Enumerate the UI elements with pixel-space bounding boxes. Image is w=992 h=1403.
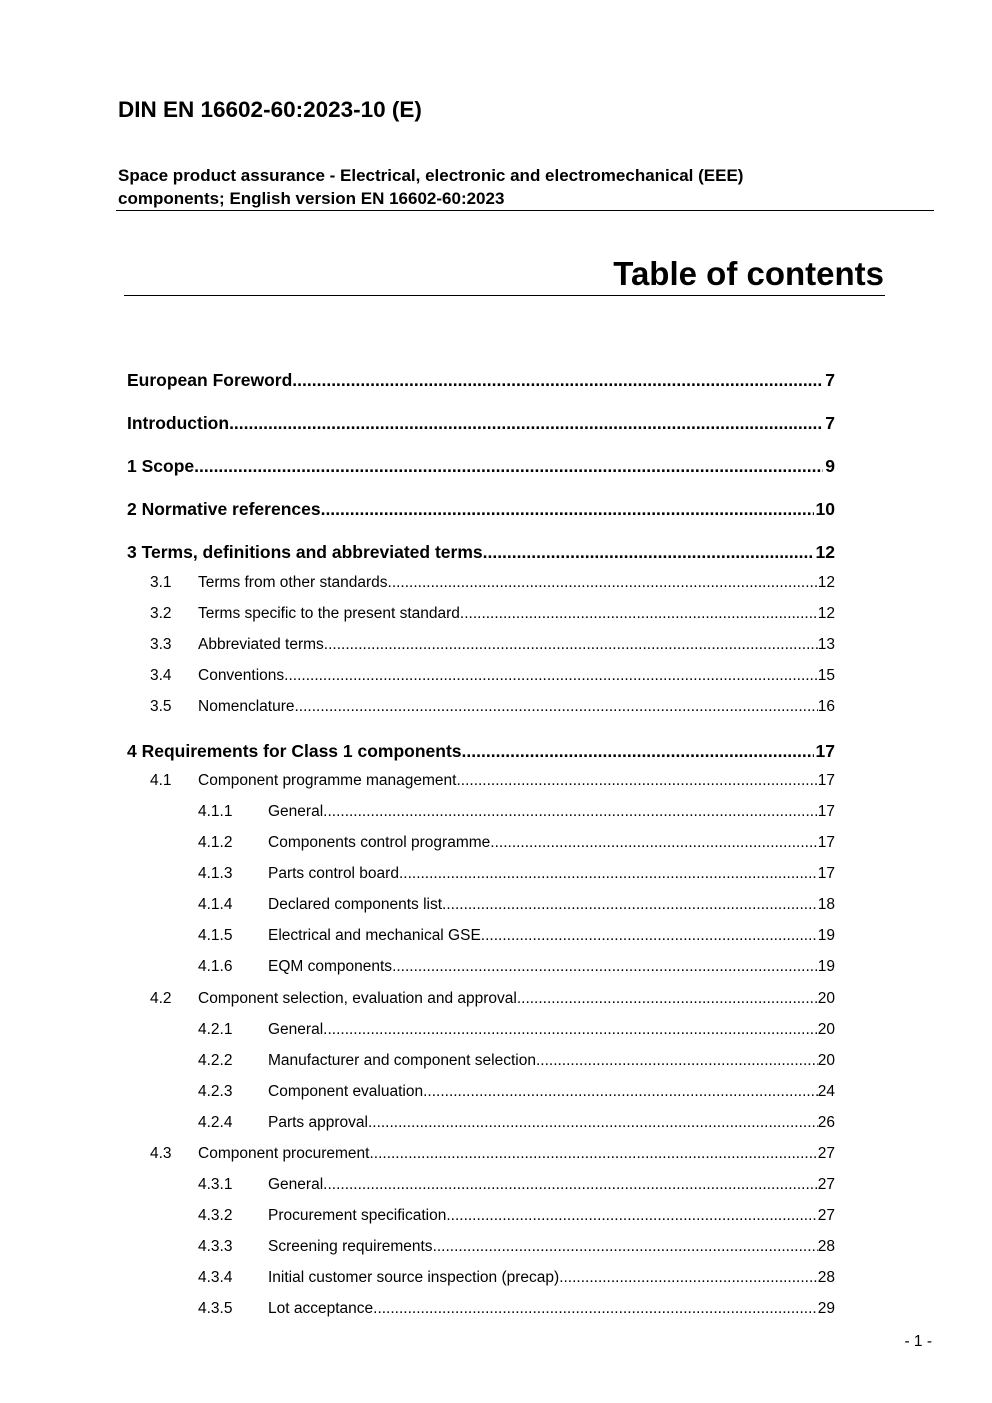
toc-entry[interactable]: [198, 1300, 835, 1322]
toc-entry[interactable]: [198, 927, 835, 949]
toc-entry-page: 7: [825, 413, 835, 433]
toc-entry-label: 2 Normative references: [127, 499, 321, 519]
toc-entry-number: 4.3.5: [198, 1300, 233, 1317]
toc-entry-number: 4.3.3: [198, 1238, 233, 1255]
toc-entry-number: 4.1.6: [198, 958, 233, 975]
toc-entry-page: 12: [817, 574, 835, 591]
toc-dot-leader: [559, 1269, 818, 1287]
toc-dot-leader: [433, 1238, 818, 1256]
toc-entry-number: 4.2: [150, 990, 172, 1007]
toc-dot-leader: [323, 803, 818, 821]
toc-entry[interactable]: [198, 1238, 835, 1260]
toc-dot-leader: [392, 958, 818, 976]
toc-entry-label: General: [268, 1176, 324, 1193]
toc-entry-number: 3.2: [150, 605, 172, 622]
toc-dot-leader: [399, 865, 818, 883]
toc-dot-leader: [229, 413, 823, 434]
toc-dot-leader: [369, 1145, 817, 1163]
toc-dot-leader: [462, 741, 814, 762]
toc-entry[interactable]: [198, 834, 835, 856]
toc-entry-label: General: [268, 1021, 324, 1038]
toc-entry[interactable]: [198, 958, 835, 980]
toc-dot-leader: [490, 834, 817, 852]
toc-entry-page: 27: [817, 1145, 835, 1162]
toc-entry[interactable]: [127, 456, 835, 480]
toc-entry-label: Terms from other standards: [198, 574, 388, 591]
toc-entry-label: General: [268, 803, 324, 820]
toc-entry-page: 20: [817, 1021, 835, 1038]
toc-dot-leader: [481, 927, 818, 945]
toc-dot-leader: [446, 1207, 817, 1225]
toc-entry-page: 17: [817, 803, 835, 820]
toc-entry[interactable]: [150, 605, 835, 627]
toc-entry-number: 3.1: [150, 574, 172, 591]
toc-entry-label: Parts control board: [268, 865, 399, 882]
toc-entry[interactable]: [150, 990, 835, 1012]
toc-dot-leader: [536, 1052, 818, 1070]
toc-entry-number: 4.1: [150, 772, 172, 789]
toc-entry[interactable]: [198, 1114, 835, 1136]
toc-entry-number: 4.2.4: [198, 1114, 233, 1131]
toc-entry[interactable]: [198, 1052, 835, 1074]
toc-entry[interactable]: [150, 636, 835, 658]
toc-entry-label: Lot acceptance: [268, 1300, 374, 1317]
toc-entry-number: 3.5: [150, 698, 172, 715]
toc-entry-label: Component selection, evaluation and approval: [198, 990, 517, 1007]
toc-dot-leader: [460, 605, 818, 623]
toc-entry[interactable]: [198, 1083, 835, 1105]
toc-entry-page: 20: [817, 1052, 835, 1069]
toc-entry-number: 4.1.4: [198, 896, 233, 913]
toc-entry-number: 3.3: [150, 636, 172, 653]
toc-entry-number: 4.3.4: [198, 1269, 233, 1286]
toc-entry-label: Component procurement: [198, 1145, 370, 1162]
toc-entry-page: 24: [817, 1083, 835, 1100]
toc-entry-page: 29: [817, 1300, 835, 1317]
toc-dot-leader: [323, 1176, 818, 1194]
toc-dot-leader: [295, 698, 818, 716]
toc-entry[interactable]: [198, 1021, 835, 1043]
toc-entry-page: 17: [815, 741, 835, 761]
toc-entry-page: 17: [817, 865, 835, 882]
toc-entry-label: Initial customer source inspection (precap): [268, 1269, 560, 1286]
toc-entry[interactable]: [150, 667, 835, 689]
toc-entry-page: 17: [817, 834, 835, 851]
toc-entry-label: Component programme management: [198, 772, 457, 789]
toc-entry-label: Conventions: [198, 667, 285, 684]
toc-entry-label: Component evaluation: [268, 1083, 424, 1100]
toc-entry-number: 4.3.1: [198, 1176, 233, 1193]
toc-entry-label: Nomenclature: [198, 698, 295, 715]
toc-entry-number: 4.1.3: [198, 865, 233, 882]
toc-entry-page: 12: [817, 605, 835, 622]
toc-entry-label: Components control programme: [268, 834, 491, 851]
toc-entry[interactable]: [150, 574, 835, 596]
toc-entry[interactable]: [198, 1207, 835, 1229]
toc-entry-label: 3 Terms, definitions and abbreviated terms: [127, 542, 483, 562]
toc-dot-leader: [368, 1114, 818, 1132]
toc-entry-label: Parts approval: [268, 1114, 368, 1131]
toc-entry-number: 4.1.2: [198, 834, 233, 851]
document-id: DIN EN 16602-60:2023-10 (E): [118, 97, 422, 122]
toc-entry-page: 13: [817, 636, 835, 653]
toc-dot-leader: [323, 1021, 818, 1039]
toc-entry-page: 26: [817, 1114, 835, 1131]
toc-entry[interactable]: [150, 1145, 835, 1167]
toc-entry-page: 28: [817, 1269, 835, 1286]
toc-entry[interactable]: [150, 772, 835, 794]
toc-entry-page: 12: [815, 542, 835, 562]
toc-dot-leader: [292, 370, 823, 391]
page-number: - 1 -: [904, 1333, 932, 1350]
toc-dot-leader: [423, 1083, 818, 1101]
toc-entry-page: 16: [817, 698, 835, 715]
subtitle-line-2: components; English version EN 16602-60:2023: [118, 189, 505, 208]
toc-dot-leader: [483, 542, 814, 563]
toc-entry-label: Procurement specification: [268, 1207, 447, 1224]
toc-entry[interactable]: [127, 542, 835, 566]
toc-entry-label: Declared components list: [268, 896, 443, 913]
toc-entry-page: 19: [817, 927, 835, 944]
toc-entry-number: 4.1.5: [198, 927, 233, 944]
toc-entry[interactable]: [127, 499, 835, 523]
toc-entry[interactable]: [198, 896, 835, 918]
toc-entry-label: 1 Scope: [127, 456, 195, 476]
subtitle-line-1: Space product assurance - Electrical, electronic and electromechanical (EEE): [118, 166, 744, 185]
toc-entry[interactable]: [150, 698, 835, 720]
toc-dot-leader: [324, 636, 818, 654]
toc-entry[interactable]: [198, 803, 835, 825]
toc-entry-label: Terms specific to the present standard: [198, 605, 460, 622]
toc-entry-number: 3.4: [150, 667, 172, 684]
toc-entry-label: 4 Requirements for Class 1 components: [127, 741, 462, 761]
toc-entry-number: 4.1.1: [198, 803, 233, 820]
toc-entry-page: 15: [817, 667, 835, 684]
toc-entry[interactable]: [127, 413, 835, 437]
toc-entry-page: 27: [817, 1176, 835, 1193]
toc-dot-leader: [517, 990, 818, 1008]
toc-dot-leader: [194, 456, 823, 477]
toc-dot-leader: [456, 772, 817, 790]
toc-entry-page: 20: [817, 990, 835, 1007]
toc-dot-leader: [284, 667, 818, 685]
toc-dot-leader: [321, 499, 814, 520]
toc-entry-page: 27: [817, 1207, 835, 1224]
toc-dot-leader: [373, 1300, 818, 1318]
toc-entry-page: 18: [817, 896, 835, 913]
toc-entry[interactable]: [198, 1176, 835, 1198]
toc-title: Table of contents: [613, 255, 884, 292]
toc-entry-number: 4.3: [150, 1145, 172, 1162]
toc-entry-page: 10: [815, 499, 835, 519]
toc-entry-number: 4.2.3: [198, 1083, 233, 1100]
toc-entry[interactable]: [198, 865, 835, 887]
toc-entry-label: Manufacturer and component selection: [268, 1052, 536, 1069]
toc-entry[interactable]: [198, 1269, 835, 1291]
toc-entry-label: Abbreviated terms: [198, 636, 324, 653]
toc-entry-page: 19: [817, 958, 835, 975]
toc-entry[interactable]: [127, 741, 835, 765]
toc-entry-page: 7: [825, 370, 835, 390]
toc-entry-label: European Foreword: [127, 370, 293, 390]
toc-entry-number: 4.2.2: [198, 1052, 233, 1069]
toc-entry-number: 4.2.1: [198, 1021, 233, 1038]
toc-dot-leader: [388, 574, 818, 592]
toc-entry-label: Screening requirements: [268, 1238, 433, 1255]
toc-entry-page: 28: [817, 1238, 835, 1255]
toc-entry-page: 9: [825, 456, 835, 476]
toc-entry-label: Introduction: [127, 413, 230, 433]
toc-entry-page: 17: [817, 772, 835, 789]
toc-entry[interactable]: [127, 370, 835, 394]
toc-entry-number: 4.3.2: [198, 1207, 233, 1224]
toc-dot-leader: [442, 896, 818, 914]
toc-entry-label: EQM components: [268, 958, 393, 975]
toc-entry-label: Electrical and mechanical GSE: [268, 927, 481, 944]
